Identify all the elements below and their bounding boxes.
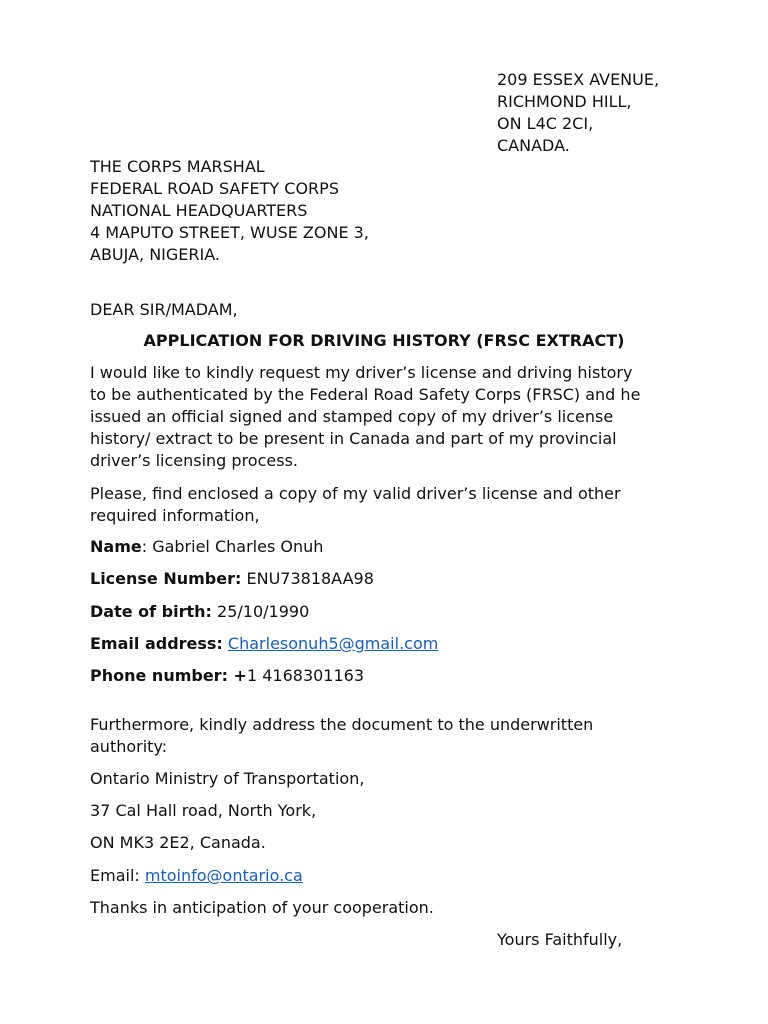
closing-line: Yours Faithfully, xyxy=(497,930,623,949)
field-name-label: Name xyxy=(90,537,142,556)
recipient-address xyxy=(90,156,369,266)
paragraph-line: Furthermore, kindly address the document to the underwritten xyxy=(90,715,594,734)
field-license-label: License Number: xyxy=(90,569,242,588)
authority-email xyxy=(90,865,303,887)
authority-name: Ontario Ministry of Transportation, xyxy=(90,769,365,788)
paragraph-line: history/ extract to be present in Canada and part of my provincial xyxy=(90,429,617,448)
sender-address-line: CANADA. xyxy=(497,136,570,155)
field-phone-value: 1 4168301163 xyxy=(246,666,365,685)
paragraph-line: Please, find enclosed a copy of my valid driver’s license and other xyxy=(90,484,621,503)
letter-subject: APPLICATION FOR DRIVING HISTORY (FRSC EXTRACT) xyxy=(143,331,625,350)
body-paragraph-request xyxy=(90,362,690,472)
field-name xyxy=(90,536,323,558)
recipient-address-line: 4 MAPUTO STREET, WUSE ZONE 3, xyxy=(90,223,369,242)
paragraph-line: to be authenticated by the Federal Road Safety Corps (FRSC) and he xyxy=(90,385,641,404)
sender-address xyxy=(497,69,659,157)
paragraph-line: I would like to kindly request my driver’s license and driving history xyxy=(90,363,633,382)
field-dob-label: Date of birth: xyxy=(90,602,212,621)
field-phone-number xyxy=(90,665,364,687)
field-dob-value: 25/10/1990 xyxy=(211,602,310,621)
recipient-address-line: NATIONAL HEADQUARTERS xyxy=(90,201,308,220)
authority-email-link[interactable]: mtoinfo@ontario.ca xyxy=(144,866,303,885)
field-date-of-birth xyxy=(90,601,309,623)
sender-address-line: ON L4C 2CI, xyxy=(497,114,594,133)
field-email-label: Email address: xyxy=(90,634,223,653)
recipient-address-line: THE CORPS MARSHAL xyxy=(90,157,265,176)
sender-address-line: 209 ESSEX AVENUE, xyxy=(497,70,660,89)
body-paragraph-enclosure xyxy=(90,483,690,527)
field-email-address xyxy=(90,633,438,655)
field-phone-label: Phone number: + xyxy=(90,666,247,685)
recipient-address-line: FEDERAL ROAD SAFETY CORPS xyxy=(90,179,339,198)
email-link[interactable]: Charlesonuh5@gmail.com xyxy=(227,634,439,653)
paragraph-line: driver’s licensing process. xyxy=(90,451,298,470)
body-paragraph-authority xyxy=(90,714,690,758)
thanks-line: Thanks in anticipation of your cooperation. xyxy=(90,898,434,917)
paragraph-line: issued an official signed and stamped copy of my driver’s license xyxy=(90,407,614,426)
paragraph-line: required information, xyxy=(90,506,260,525)
paragraph-line: authority: xyxy=(90,737,168,756)
sender-address-line: RICHMOND HILL, xyxy=(497,92,632,111)
recipient-address-line: ABUJA, NIGERIA. xyxy=(90,245,220,264)
salutation: DEAR SIR/MADAM, xyxy=(90,300,238,319)
authority-street: 37 Cal Hall road, North York, xyxy=(90,801,317,820)
field-license-value: ENU73818AA98 xyxy=(241,569,374,588)
authority-email-label: Email: xyxy=(90,866,145,885)
authority-postal: ON MK3 2E2, Canada. xyxy=(90,833,266,852)
field-name-value: : Gabriel Charles Onuh xyxy=(141,537,324,556)
field-license-number xyxy=(90,568,374,590)
